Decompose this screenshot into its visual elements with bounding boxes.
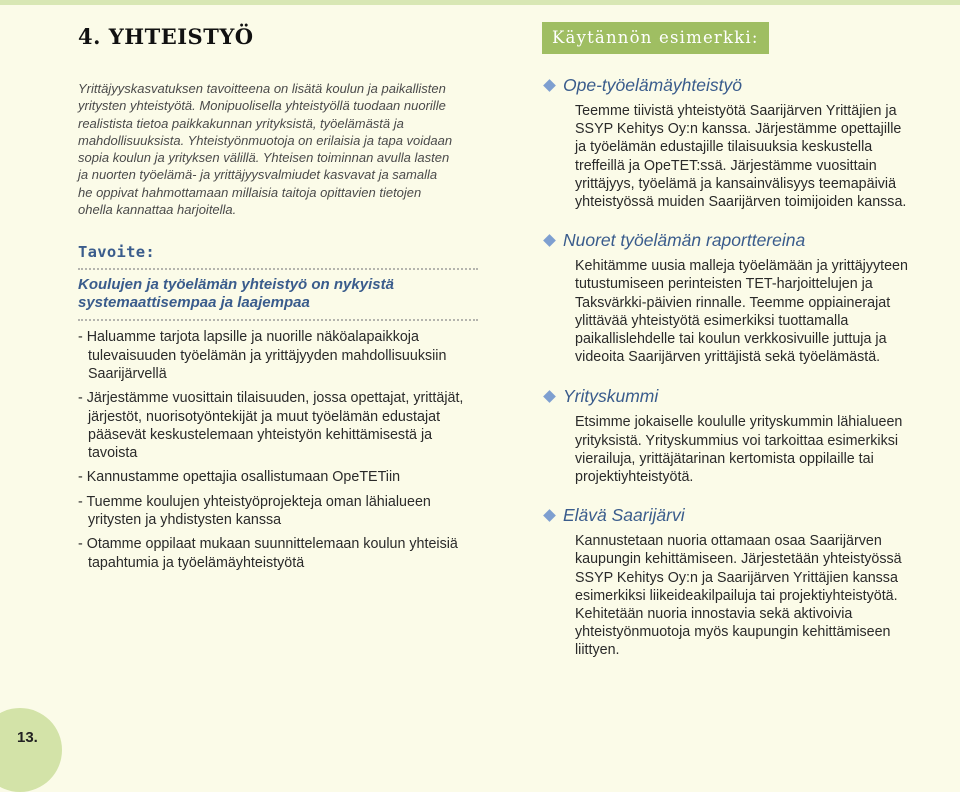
example-title: Nuoret työelämän raporttereina — [563, 230, 806, 251]
example-title: Elävä Saarijärvi — [563, 505, 685, 526]
example-item — [542, 504, 917, 659]
page-number: 13. — [17, 729, 38, 746]
goal-subtitle: Koulujen ja työelämän yhteistyö on nykyistä systemaattisempaa ja laajempaa — [78, 276, 394, 311]
section-title: 4. YHTEISTYÖ — [78, 24, 254, 49]
goal-list-item: - Otamme oppilaat mukaan suunnittelemaan koulun yhteisiä tapahtumia ja työelämäyhteistyötä — [78, 536, 458, 571]
example-title: Ope-työelämäyhteistyö — [563, 75, 742, 95]
page-number-circle — [0, 708, 62, 792]
dotted-divider — [78, 268, 478, 270]
example-item — [542, 385, 917, 486]
goal-list — [78, 328, 478, 572]
example-title: Yrityskummi — [563, 386, 659, 407]
example-body: Etsimme jokaiselle koululle yrityskummin lähialueen yrityksistä. Yrityskummius voi tarkoittaa esimerkiksi vierailuja, yrittäjätarinan kertomista oppilaille tai projektiyhteistyötä. — [575, 414, 903, 486]
example-heading — [542, 504, 917, 526]
goal-list-item: - Kannustamme opettajia osallistumaan OpeTETiin — [78, 469, 401, 486]
example-item — [542, 74, 917, 211]
diamond-bullet-icon — [543, 509, 556, 522]
goal-list-item: - Tuemme koulujen yhteistyöprojekteja oman lähialueen yritysten ja yhdistysten kanssa — [78, 493, 431, 529]
examples-column — [542, 22, 917, 660]
example-body: Kannustetaan nuoria ottamaan osaa Saarijärven kaupungin kehittämiseen. Järjestetään yhteistyössä SSYP Kehitys Oy:n ja Saarijärven Yrittäjien kanssa esimerkiksi liikeideakilpailuja tai projektiyhteistyötä. Kehitetään nuoria innostavia sekä aktivoivia yhteistyönmuotoja myös kaupungin kehittämiseen liittyen. — [575, 533, 902, 659]
diamond-bullet-icon — [543, 79, 556, 92]
example-item — [542, 229, 917, 366]
top-strip — [0, 0, 960, 5]
example-heading — [542, 229, 917, 251]
goal-heading: Tavoite: — [78, 243, 156, 262]
intro-text: Yrittäjyyskasvatuksen tavoitteena on lisätä koulun ja paikallisten yritysten yhteistyötä. Monipuolisella yhteistyöllä tuodaan nuorille realistista tietoa paikkakunnan yrityksistä, työelämästä ja mahdollisuuksista. Yhteistyönmuotoja on erilaisia ja tapa voidaan sopia koulun ja yrityksen välillä. Yhteisen toiminnan avulla lasten ja nuorten työelämä- ja yrittäjyysvalmiudet kasvavat ja samalla he oppivat hahmottamaan millaisia taitoja opittavien tietojen ohella kannattaa harjoitella. — [78, 81, 453, 218]
dotted-divider — [78, 319, 478, 321]
example-heading — [542, 74, 917, 96]
left-column — [78, 20, 483, 578]
examples-box-title: Käytännön esimerkki: — [542, 22, 769, 54]
goal-list-item: - Haluamme tarjota lapsille ja nuorille näköalapaikkoja tulevaisuuden työelämän ja yrittäjyyden mahdollisuuksiin Saarijärvellä — [78, 329, 447, 382]
diamond-bullet-icon — [543, 390, 556, 403]
example-body: Teemme tiivistä yhteistyötä Saarijärven Yrittäjien ja SSYP Kehitys Oy:n kanssa. Järjestämme opettajille ja työelämän edustajille tilaisuuksia keskustella treffeillä ja OpeTET:ssä. Järjestämme vuosittain yrittäjyys, työelämä ja kansainvälisyys teemapäiviä yhteistyössä muiden Saarijärven toimijoiden kanssa. — [575, 103, 907, 211]
example-body: Kehitämme uusia malleja työelämään ja yrittäjyyteen tutustumiseen perinteisten TET-harjoittelujen ja Taksvärkki-päivien rinnalle. Teemme oppiainerajat ylittävää yhteistyötä esimerkiksi tuottamalla paikallislehdelle tai koulun verkkosivuille juttuja ja videoita Saarijärven yrittäjistä sekä työelämästä. — [575, 258, 908, 366]
diamond-bullet-icon — [543, 234, 556, 247]
goal-list-item: - Järjestämme vuosittain tilaisuuden, jossa opettajat, yrittäjät, järjestöt, nuorisotyöntekijät ja muut työelämän edustajat pääsevät keskustelemaan yhteistyön kehittämisestä ja tavoista — [78, 390, 464, 462]
example-heading — [542, 385, 917, 407]
